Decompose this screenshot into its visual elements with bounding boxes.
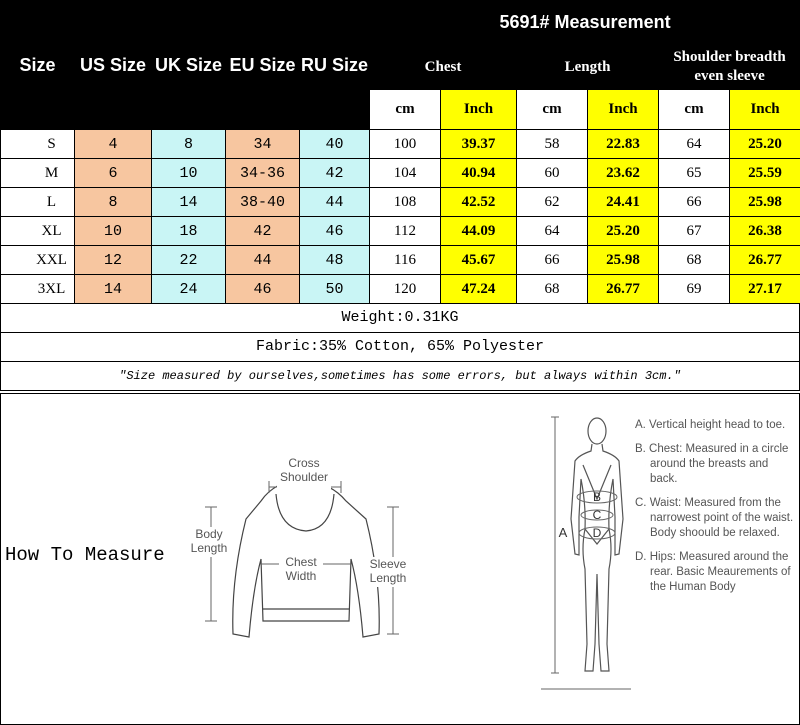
cell-sh-in: 25.98 — [730, 188, 800, 217]
cell-ru: 50 — [300, 275, 370, 304]
cell-size: 3XL — [1, 275, 75, 304]
cell-chest-cm: 100 — [370, 130, 441, 159]
cell-sh-in: 26.77 — [730, 246, 800, 275]
legend-b: B. Chest: Measured in a circle around the breasts and back. — [635, 443, 789, 485]
cell-us: 10 — [75, 217, 152, 246]
cell-uk: 10 — [152, 159, 226, 188]
cell-len-cm: 68 — [517, 275, 588, 304]
cell-eu: 34 — [226, 130, 300, 159]
cell-ru: 46 — [300, 217, 370, 246]
header-shoulder-inch: Inch — [730, 90, 800, 130]
cell-ru: 42 — [300, 159, 370, 188]
how-to-measure-title: How To Measure — [5, 544, 165, 566]
body-length-label-1: Body — [195, 527, 223, 541]
marker-a: A — [558, 525, 568, 540]
cell-chest-cm: 120 — [370, 275, 441, 304]
cell-chest-in: 44.09 — [441, 217, 517, 246]
cell-ru: 40 — [300, 130, 370, 159]
hood-outline — [276, 494, 334, 531]
header-eu-size: EU Size — [226, 1, 300, 130]
cell-sh-cm: 65 — [659, 159, 730, 188]
cell-chest-in: 42.52 — [441, 188, 517, 217]
header-length-cm: cm — [517, 90, 588, 130]
cell-chest-in: 39.37 — [441, 130, 517, 159]
cell-us: 14 — [75, 275, 152, 304]
cell-chest-in: 40.94 — [441, 159, 517, 188]
marker-c: C — [592, 508, 602, 522]
body-head — [588, 418, 606, 444]
chest-width-label-2: Width — [285, 569, 317, 583]
cell-size: L — [1, 188, 75, 217]
cell-eu: 46 — [226, 275, 300, 304]
cell-len-in: 25.98 — [588, 246, 659, 275]
table-row — [1, 246, 800, 275]
marker-d: D — [592, 526, 602, 540]
cell-len-cm: 66 — [517, 246, 588, 275]
table-title: 5691# Measurement — [370, 1, 800, 45]
cell-sh-in: 25.59 — [730, 159, 800, 188]
body-diagram — [541, 409, 631, 699]
table-row — [1, 159, 800, 188]
header-shoulder-cm: cm — [659, 90, 730, 130]
cell-sh-cm: 69 — [659, 275, 730, 304]
cell-len-in: 23.62 — [588, 159, 659, 188]
cell-uk: 18 — [152, 217, 226, 246]
cell-sh-in: 25.20 — [730, 130, 800, 159]
size-table — [0, 0, 800, 304]
body-outline — [571, 444, 623, 671]
cell-size: XL — [1, 217, 75, 246]
header-chest-inch: Inch — [441, 90, 517, 130]
cell-sh-cm: 68 — [659, 246, 730, 275]
cell-sh-cm: 64 — [659, 130, 730, 159]
cell-us: 8 — [75, 188, 152, 217]
legend-a: A. Vertical height head to toe. — [635, 419, 786, 431]
header-length-inch: Inch — [588, 90, 659, 130]
cell-uk: 24 — [152, 275, 226, 304]
cell-uk: 14 — [152, 188, 226, 217]
cell-len-in: 22.83 — [588, 130, 659, 159]
legend-d: D. Hips: Measured around the rear. Basic Meaurements of the Human Body — [635, 551, 791, 593]
table-row — [1, 188, 800, 217]
cell-eu: 38-40 — [226, 188, 300, 217]
cell-eu: 34-36 — [226, 159, 300, 188]
header-size: Size — [1, 1, 75, 130]
body-length-label-2: Length — [190, 541, 228, 555]
sleeve-length-label-1: Sleeve — [369, 557, 407, 571]
header-us-size: US Size — [75, 1, 152, 130]
cell-len-in: 25.20 — [588, 217, 659, 246]
cell-ru: 48 — [300, 246, 370, 275]
cell-eu: 42 — [226, 217, 300, 246]
cell-ru: 44 — [300, 188, 370, 217]
cell-sh-in: 27.17 — [730, 275, 800, 304]
fabric-info: Fabric:35% Cotton, 65% Polyester — [0, 333, 800, 362]
chest-width-label-1: Chest — [285, 555, 317, 569]
cell-uk: 22 — [152, 246, 226, 275]
header-length: Length — [517, 45, 659, 90]
cell-sh-in: 26.38 — [730, 217, 800, 246]
cell-chest-cm: 116 — [370, 246, 441, 275]
cell-size: M — [1, 159, 75, 188]
cell-size: XXL — [1, 246, 75, 275]
cross-shoulder-label-2: Shoulder — [279, 470, 329, 484]
marker-b: B — [592, 490, 602, 504]
header-ru-size: RU Size — [300, 1, 370, 130]
how-to-measure-section — [0, 393, 800, 725]
cell-size: S — [1, 130, 75, 159]
cell-chest-in: 47.24 — [441, 275, 517, 304]
cell-len-cm: 64 — [517, 217, 588, 246]
cross-shoulder-label-1: Cross — [288, 456, 320, 470]
cell-us: 12 — [75, 246, 152, 275]
cell-us: 6 — [75, 159, 152, 188]
cell-sh-cm: 66 — [659, 188, 730, 217]
garment-diagram — [181, 449, 411, 649]
header-chest-cm: cm — [370, 90, 441, 130]
cell-chest-cm: 112 — [370, 217, 441, 246]
cell-chest-cm: 104 — [370, 159, 441, 188]
cell-chest-cm: 108 — [370, 188, 441, 217]
cell-len-in: 24.41 — [588, 188, 659, 217]
header-uk-size: UK Size — [152, 1, 226, 130]
cell-len-cm: 62 — [517, 188, 588, 217]
table-row — [1, 275, 800, 304]
cell-len-cm: 60 — [517, 159, 588, 188]
sleeve-length-label-2: Length — [369, 571, 407, 585]
body-legend — [635, 418, 795, 604]
header-chest: Chest — [370, 45, 517, 90]
cell-uk: 8 — [152, 130, 226, 159]
table-row — [1, 217, 800, 246]
table-row — [1, 130, 800, 159]
cell-eu: 44 — [226, 246, 300, 275]
cell-us: 4 — [75, 130, 152, 159]
cell-chest-in: 45.67 — [441, 246, 517, 275]
measurement-note: "Size measured by ourselves,sometimes has some errors, but always within 3cm." — [0, 362, 800, 391]
cell-sh-cm: 67 — [659, 217, 730, 246]
header-shoulder: Shoulder breadth even sleeve — [659, 45, 800, 90]
cell-len-cm: 58 — [517, 130, 588, 159]
weight-info: Weight:0.31KG — [0, 304, 800, 333]
legend-c: C. Waist: Measured from the narrowest point of the waist. Body shoould be relaxed. — [635, 497, 794, 539]
cell-len-in: 26.77 — [588, 275, 659, 304]
